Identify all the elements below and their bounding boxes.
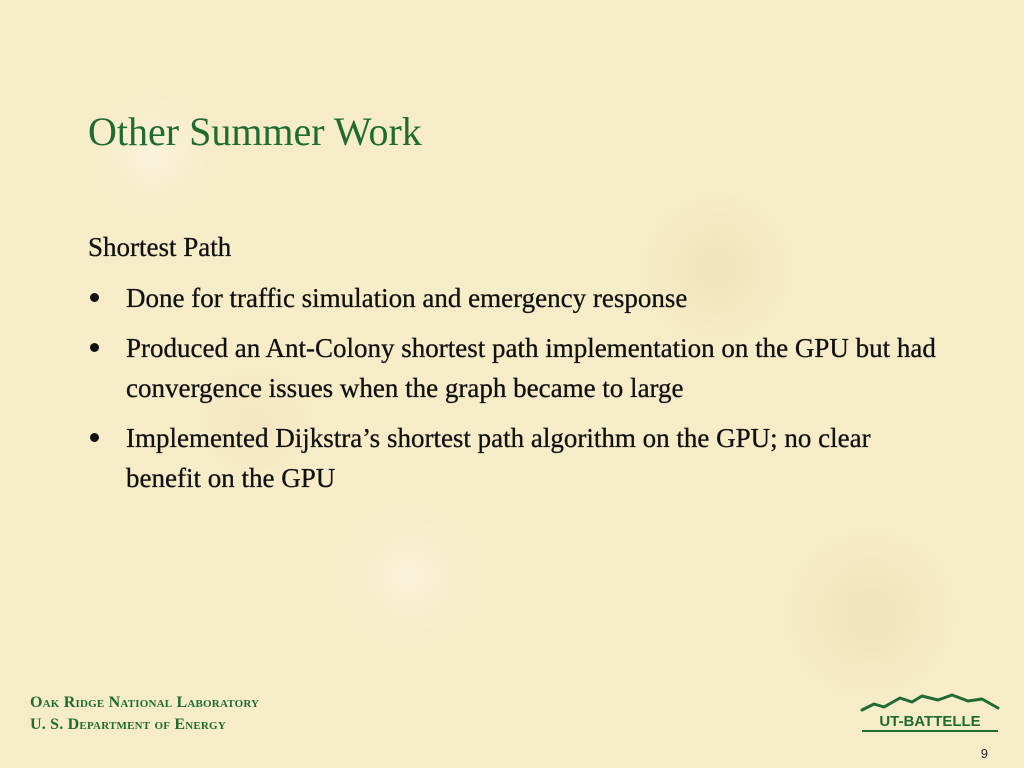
mountain-logo-icon (860, 690, 1000, 736)
bullet-text: Implemented Dijkstra’s shortest path algorithm on the GPU; no clear benefit on the GPU (126, 423, 871, 493)
bullet-item (88, 278, 948, 318)
logo-text: UT-BATTELLE (879, 713, 981, 730)
bullet-text: Done for traffic simulation and emergency response (126, 283, 688, 313)
footer-org-line-2: U. S. Department of Energy (30, 716, 226, 733)
ut-battelle-logo (860, 690, 1000, 736)
footer-organization (30, 692, 259, 736)
slide-title: Other Summer Work (88, 109, 422, 154)
bullet-dot-icon (90, 433, 99, 442)
bullet-list (88, 278, 948, 498)
bullet-item (88, 418, 948, 498)
bullet-item (88, 328, 948, 408)
bullet-text: Produced an Ant-Colony shortest path implementation on the GPU but had convergence issues when the graph became to large (126, 333, 936, 403)
page-number: 9 (980, 746, 988, 761)
slide-body (88, 228, 948, 508)
bullet-dot-icon (90, 293, 99, 302)
section-heading: Shortest Path (88, 232, 232, 262)
bullet-dot-icon (90, 343, 99, 352)
footer-org-line-1: Oak Ridge National Laboratory (30, 694, 260, 711)
